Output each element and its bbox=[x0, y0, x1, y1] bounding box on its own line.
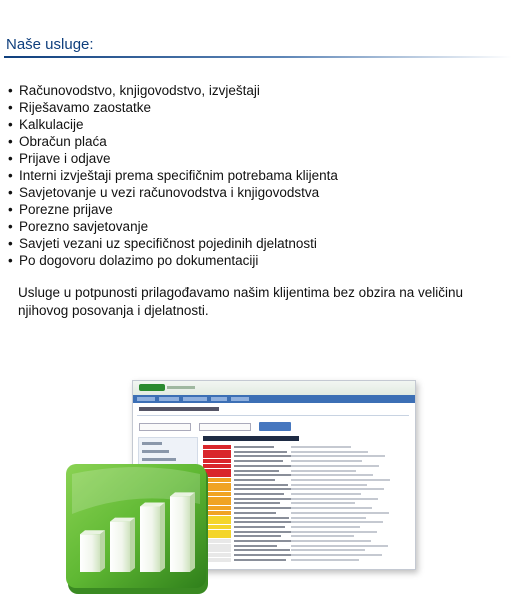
icon-bar bbox=[140, 506, 160, 572]
service-item bbox=[8, 218, 338, 235]
mockup-row bbox=[203, 539, 409, 543]
service-label: Porezno savjetovanje bbox=[19, 219, 149, 234]
bullet: • bbox=[8, 219, 13, 234]
bullet: • bbox=[8, 117, 13, 132]
service-item bbox=[8, 184, 338, 201]
bullet: • bbox=[8, 151, 13, 166]
service-label: Prijave i odjave bbox=[19, 151, 111, 166]
service-label: Savjetovanje u vezi računovodstva i knjigovodstva bbox=[19, 185, 320, 200]
mockup-row bbox=[203, 525, 409, 529]
service-label: Po dogovoru dolazimo po dokumentaciji bbox=[19, 253, 259, 268]
mockup-row bbox=[203, 548, 409, 552]
service-item bbox=[8, 99, 338, 116]
service-label: Kalkulacije bbox=[19, 117, 84, 132]
service-item bbox=[8, 252, 338, 269]
service-item bbox=[8, 150, 338, 167]
service-item bbox=[8, 167, 338, 184]
intro-paragraph: Usluge u potpunosti prilagođavamo našim klijentima bez obzira na veličinu njihovog posovanja i djelatnosti. bbox=[18, 285, 463, 318]
mockup-row bbox=[203, 511, 409, 515]
mockup-row bbox=[203, 445, 409, 449]
heading-divider bbox=[4, 56, 512, 58]
mockup-row bbox=[203, 469, 409, 473]
bullet: • bbox=[8, 236, 13, 251]
icon-bar-side bbox=[190, 492, 195, 572]
service-item bbox=[8, 82, 338, 99]
mockup-row bbox=[203, 478, 409, 482]
service-label: Interni izvještaji prema specifičnim potrebama klijenta bbox=[19, 168, 338, 183]
icon-bar-side bbox=[100, 530, 105, 572]
mockup-row bbox=[203, 450, 409, 454]
mockup-row bbox=[203, 553, 409, 557]
service-item bbox=[8, 116, 338, 133]
service-label: Riješavamo zaostatke bbox=[19, 100, 152, 115]
mockup-row bbox=[203, 558, 409, 562]
mockup-row bbox=[203, 483, 409, 487]
service-item bbox=[8, 133, 338, 150]
service-label: Savjeti vezani uz specifičnost pojedinih djelatnosti bbox=[19, 236, 317, 251]
mockup-row bbox=[203, 544, 409, 548]
mockup-row bbox=[203, 501, 409, 505]
mockup-row bbox=[203, 454, 409, 458]
mockup-row bbox=[203, 520, 409, 524]
bullet: • bbox=[8, 100, 13, 115]
mockup-row bbox=[203, 530, 409, 534]
bullet: • bbox=[8, 168, 13, 183]
mockup-row bbox=[203, 487, 409, 491]
mockup-row bbox=[203, 534, 409, 538]
service-item bbox=[8, 201, 338, 218]
bullet: • bbox=[8, 83, 13, 98]
mockup-row bbox=[203, 473, 409, 477]
mockup-row bbox=[203, 506, 409, 510]
icon-bar bbox=[170, 496, 190, 572]
icon-bar bbox=[80, 534, 100, 572]
mockup-row bbox=[203, 492, 409, 496]
bullet: • bbox=[8, 185, 13, 200]
bullet: • bbox=[8, 134, 13, 149]
mockup-row bbox=[203, 516, 409, 520]
bar-chart-icon bbox=[66, 464, 212, 596]
icon-bar-side bbox=[130, 518, 135, 572]
section-heading: Naše usluge: bbox=[6, 36, 94, 53]
mockup-row bbox=[203, 464, 409, 468]
bullet: • bbox=[8, 202, 13, 217]
mockup-row bbox=[203, 497, 409, 501]
icon-bar-side bbox=[160, 502, 165, 572]
mockup-row bbox=[203, 459, 409, 463]
service-label: Računovodstvo, knjigovodstvo, izvještaji bbox=[19, 83, 260, 98]
service-label: Porezne prijave bbox=[19, 202, 113, 217]
service-item bbox=[8, 235, 338, 252]
services-list bbox=[8, 82, 338, 269]
bullet: • bbox=[8, 253, 13, 268]
service-label: Obračun plaća bbox=[19, 134, 107, 149]
icon-bar bbox=[110, 522, 130, 572]
